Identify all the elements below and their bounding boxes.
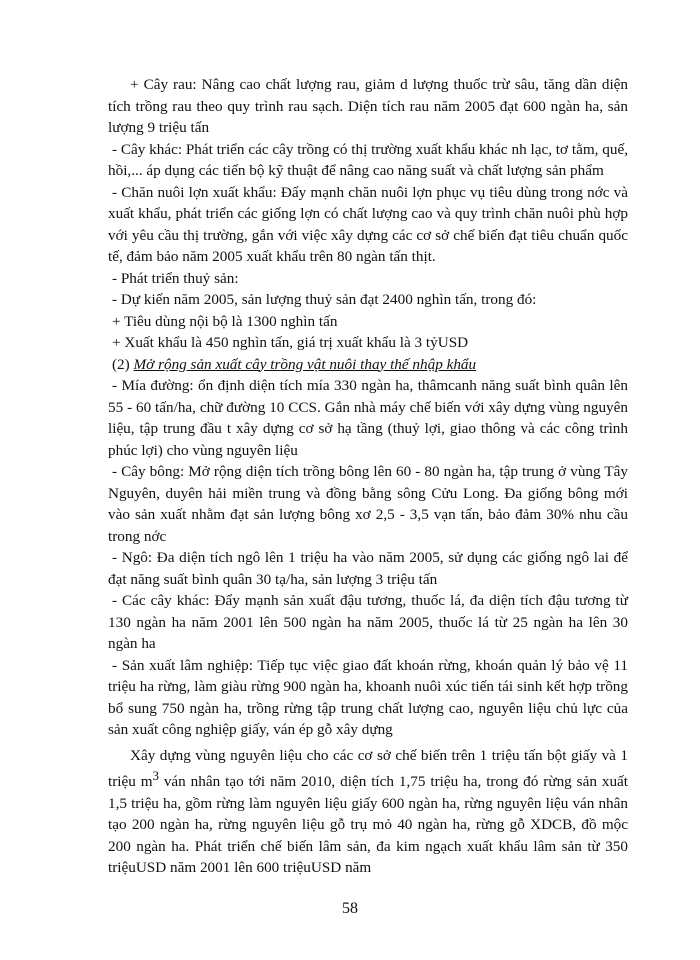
paragraph-other-plants: - Các cây khác: Đẩy mạnh sản xuất đậu tương, thuốc lá, đa diện tích đậu tương từ 130 ngàn ha năm 2001 lên 500 ngàn ha năm 2005, thuốc lá từ 25 ngàn ha lên 30 ngàn ha <box>108 592 628 652</box>
raw-materials-text-1: Xây dựng vùng nguyên liệu cho các cơ sở chế biến trên 1 triệu tấn bột giấy và 1 triệu m <box>108 746 628 791</box>
paragraph-sugarcane: - Mía đường: ổn định diện tích mía 330 ngàn ha, thâmcanh năng suất bình quân lên 55 - 60 tấn/ha, chữ đường 10 CCS. Gắn nhà máy chế biến với xây dựng vùng nguyên liệu, tập trung đầu t xây dựng cơ sở hạ tầng (thuỷ lợi, giao thông và các công trình phúc lợi) cho vùng nguyên liệu <box>108 377 628 459</box>
paragraph-cotton: - Cây bông: Mở rộng diện tích trồng bông lên 60 - 80 ngàn ha, tập trung ở vùng Tây Nguyên, duyên hải miền trung và đồng bằng sông Cửu Long. Đa giống bông mới vào sản xuất nhằm đạt sản lượng bông xơ 2,5 - 3,5 vạn tấn, bảo đảm 30% nhu cầu trong nớc <box>108 463 628 545</box>
superscript-3: 3 <box>152 769 159 783</box>
section-title: Mở rộng sản xuất cây trồng vật nuôi thay thế nhập khẩu <box>133 355 477 373</box>
paragraph-corn: - Ngô: Đa diện tích ngô lên 1 triệu ha vào năm 2005, sử dụng các giống ngô lai để đạt năng suất bình quân 30 tạ/ha, sản lượng 3 triệu tấn <box>108 549 628 588</box>
paragraph-export: + Xuất khẩu là 450 nghìn tấn, giá trị xuất khẩu là 3 tỷUSD <box>112 334 469 351</box>
paragraph-pig-farming: - Chăn nuôi lợn xuất khẩu: Đẩy mạnh chăn nuôi lợn phục vụ tiêu dùng trong nớc và xuất khẩu, phát triển các giống lợn có chất lượng cao và quy trình chăn nuôi phù hợp với yêu cầu thị trường, gắn với việc xây dựng các cơ sở chế biến đạt tiêu chuẩn quốc tế, đảm bảo năm 2005 xuất khẩu trên 80 ngàn tấn thịt. <box>108 183 628 265</box>
paragraph-fisheries-output: - Dự kiến năm 2005, sản lượng thuỷ sản đạt 2400 nghìn tấn, trong đó: <box>112 291 537 308</box>
section-number: (2) <box>112 355 130 373</box>
document-body <box>108 74 628 879</box>
paragraph-domestic-consumption: + Tiêu dùng nội bộ là 1300 nghìn tấn <box>112 312 338 330</box>
paragraph-vegetables: + Cây rau: Nâng cao chất lượng rau, giảm d lượng thuốc trừ sâu, tăng dần diện tích trồng rau theo quy trình rau sạch. Diện tích rau năm 2005 đạt 600 ngàn ha, sản lượng 9 triệu tấn <box>108 76 628 136</box>
page-number: 58 <box>342 900 358 917</box>
paragraph-other-crops: - Cây khác: Phát triển các cây trồng có thị trường xuất khẩu khác nh lạc, tơ tằm, quế, hồi,... áp dụng các tiến bộ kỹ thuật để nâng cao năng suất và chất lượng sản phẩm <box>108 140 628 179</box>
paragraph-raw-materials <box>108 745 628 879</box>
raw-materials-text-2: ván nhân tạo tới năm 2010, diện tích 1,75 triệu ha, trong đó rừng sản xuất 1,5 triệu ha, gồm rừng làm nguyên liệu giấy 600 ngàn ha, rừng nguyên liệu ván nhân tạo 200 ngàn ha, rừng nguyên liệu gỗ trụ mỏ 40 ngàn ha, rừng gỗ XDCB, đồ mộc 200 ngàn ha. Phát triển chế biến lâm sản, đa kim ngạch xuất khẩu lâm sản từ 350 triệuUSD năm 2001 lên 600 triệuUSD năm <box>108 773 629 877</box>
paragraph-forestry: - Sản xuất lâm nghiệp: Tiếp tục việc giao đất khoán rừng, khoán quản lý bảo vệ 11 triệu ha rừng, làm giàu rừng 900 ngàn ha, khoanh nuôi xúc tiến tái sinh kết hợp trồng bổ sung 750 ngàn ha, trồng rừng tập trung chất lượng cao, nguyên liệu chủ lực của sản xuất công nghiệp giấy, ván ép gỗ xây dựng <box>108 656 628 738</box>
paragraph-fisheries-heading: - Phát triển thuỷ sản: <box>112 269 239 287</box>
section-heading <box>108 354 628 376</box>
